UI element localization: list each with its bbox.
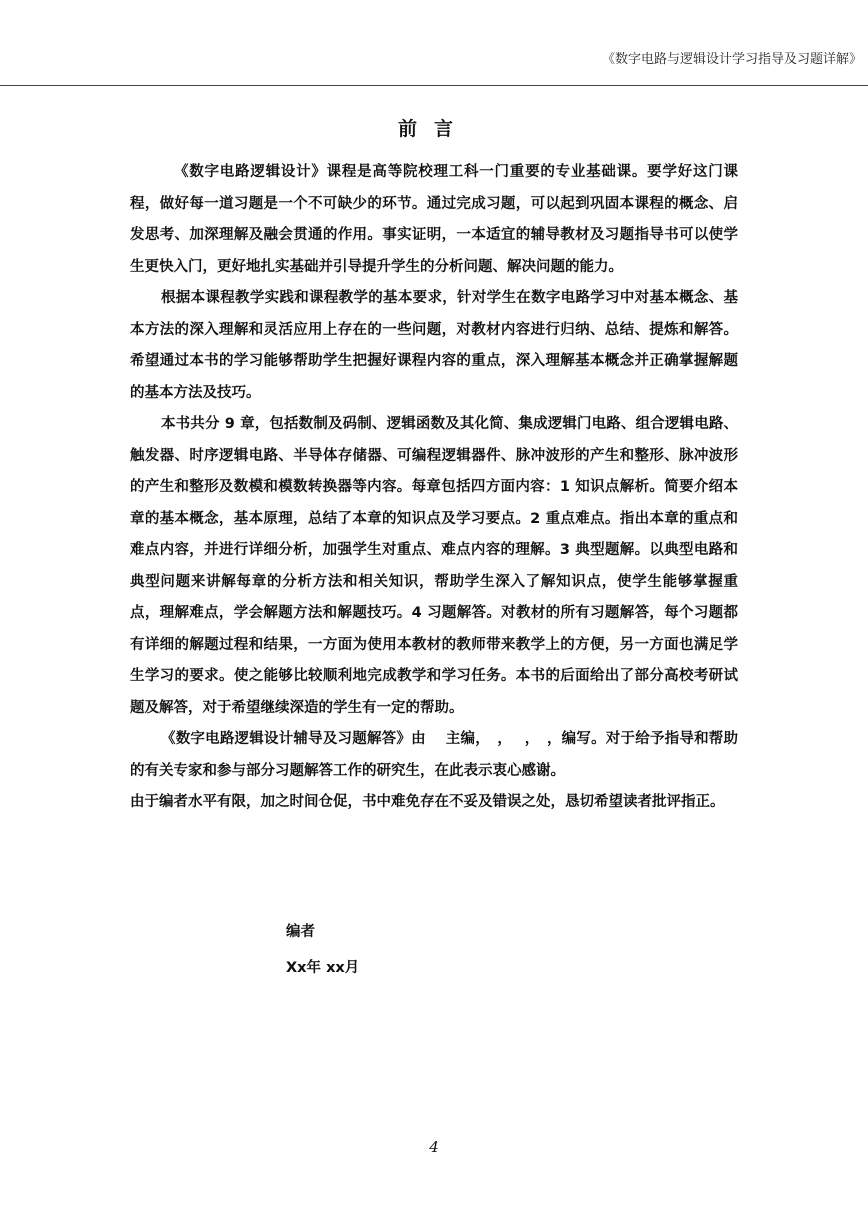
preface-body xyxy=(130,157,738,819)
paragraph-disclaimer: 由于编者水平有限，加之时间仓促，书中难免存在不妥及错误之处，恳切希望读者批评指正。 xyxy=(130,794,725,810)
paragraph-authors: 《数字电路逻辑设计辅导及习题解答》由 主编， ， ， ，编写。对于给予指导和帮助的有关专家和参与部分习题解答工作的研究生，在此表示衷心感谢。 xyxy=(130,731,738,779)
page-number: 4 xyxy=(429,1138,439,1156)
running-header: 《数字电路与逻辑设计学习指导及习题详解》 xyxy=(601,52,862,67)
page-title: 前言 xyxy=(397,118,470,140)
signature-editor: 编者 xyxy=(286,924,315,940)
paragraph-contents: 本书共分 9 章，包括数制及码制、逻辑函数及其化简、集成逻辑门电路、组合逻辑电路、触发器、时序逻辑电路、半导体存储器、可编程逻辑器件、脉冲波形的产生和整形、脉冲波形的产生和整形及数模和模数转换器等内容。每章包括四方面内容：1 知识点解析。简要介绍本章的基本概念，基本原理，总结了本章的知识点及学习要点。2 重点难点。指出本章的重点和难点内容，并进行详细分析，加强学生对重点、难点内容的理解。3 典型题解。以典型电路和典型问题来讲解每章的分析方法和相关知识，帮助学生深入了解知识点，使学生能够掌握重点，理解难点，学会解题方法和解题技巧。4 习题解答。对教材的所有习题解答，每个习题都有详细的解题过程和结果，一方面为使用本教材的教师带来教学上的方便，另一方面也满足学生学习的要求。使之能够比较顺利地完成教学和学习任务。本书的后面给出了部分高校考研试题及解答，对于希望继续深造的学生有一定的帮助。 xyxy=(130,416,738,716)
signature-date: Xx年 xx月 xyxy=(286,960,360,976)
header-divider xyxy=(0,85,868,86)
paragraph-course-intro: 《数字电路逻辑设计》课程是高等院校理工科一门重要的专业基础课。要学好这门课程，做好每一道习题是一个不可缺少的环节。通过完成习题，可以起到巩固本课程的概念、启发思考、加深理解及融会贯通的作用。事实证明，一本适宜的辅导教材及习题指导书可以使学生更快入门，更好地扎实基础并引导提升学生的分析问题、解决问题的能力。 xyxy=(130,164,738,275)
paragraph-purpose: 根据本课程教学实践和课程教学的基本要求，针对学生在数字电路学习中对基本概念、基本方法的深入理解和灵活应用上存在的一些问题，对教材内容进行归纳、总结、提炼和解答。希望通过本书的学习能够帮助学生把握好课程内容的重点，深入理解基本概念并正确掌握解题的基本方法及技巧。 xyxy=(130,290,738,401)
